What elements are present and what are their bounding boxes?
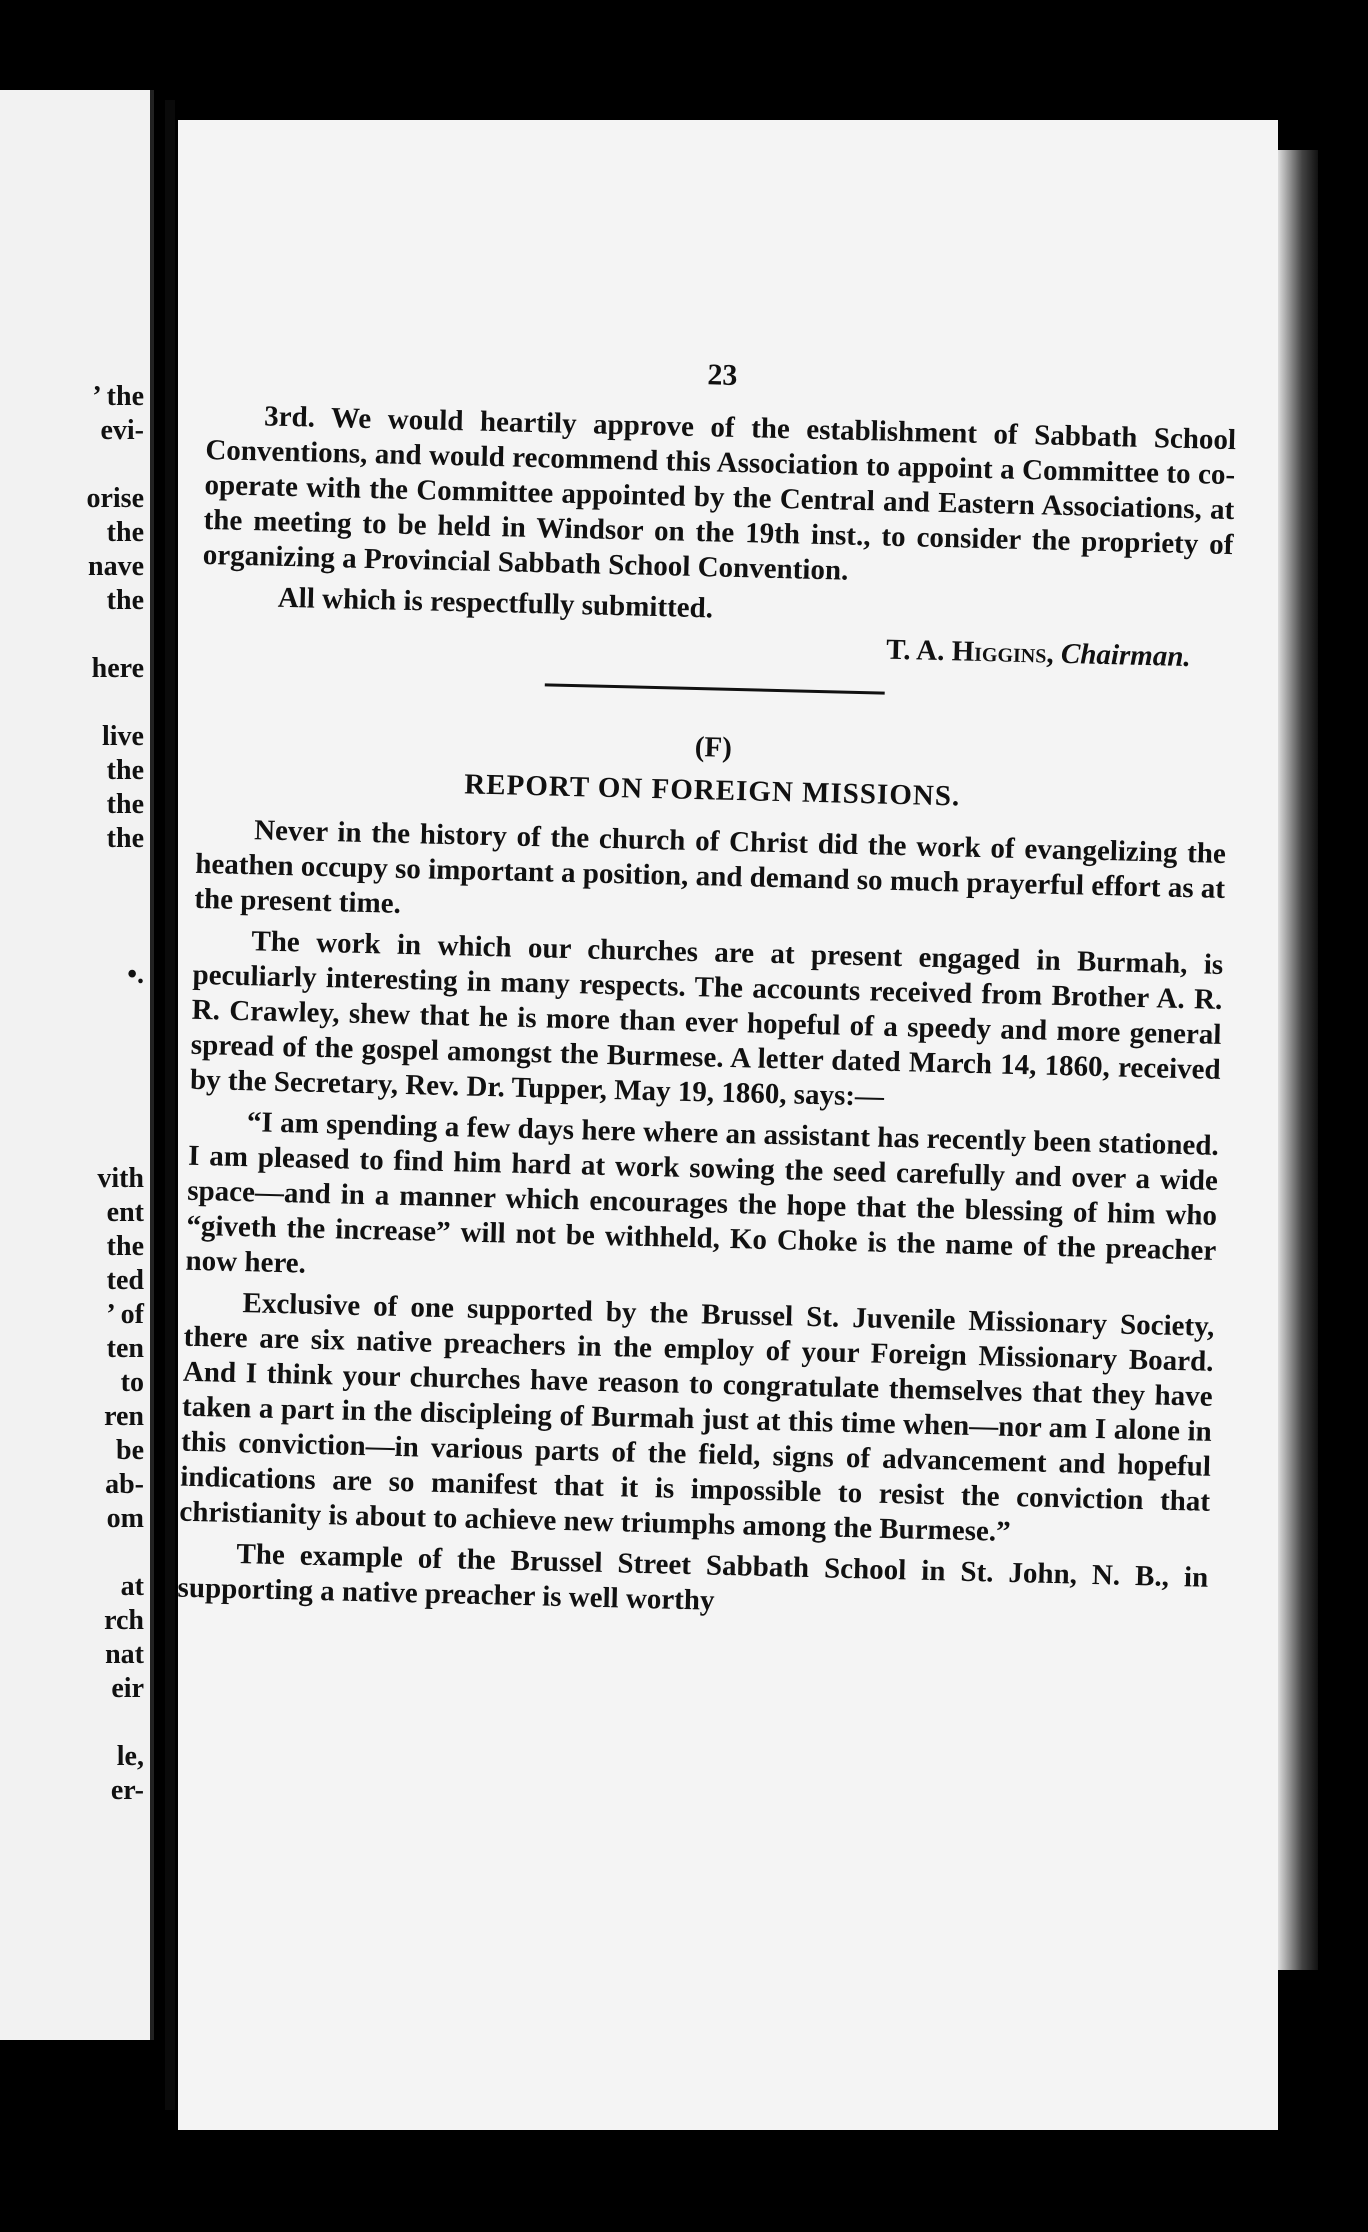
facing-page-fragment — [4, 448, 144, 482]
facing-page-fragment: er- — [110, 1775, 144, 1806]
facing-page-fragment — [4, 1094, 144, 1128]
facing-page-fragment: the — [106, 1231, 144, 1262]
facing-page-fragment: rch — [104, 1605, 144, 1636]
facing-page-fragment: live — [102, 721, 144, 752]
facing-page-fragment: eir — [111, 1673, 144, 1704]
section-label: (F) — [694, 731, 733, 764]
facing-page-fragment: le, — [116, 1741, 144, 1772]
paragraph-burmah: The work in which our churches are at present engaged in Burmah, is peculiarly interesting in many respects. The accounts received from Brother A. R. R. Crawley, shew that he is more than ever hopeful of a speedy and more general spread of the gospel amongst the Burmese. A letter dated March 14, 1860, received by the Secretary, Rev. Dr. Tupper, May 19, 1860, says:— — [189, 925, 1224, 1113]
page-edge-shadow — [1278, 150, 1318, 1970]
facing-page-fragment — [4, 992, 144, 1026]
facing-page-fragment: ab- — [105, 1469, 144, 1500]
facing-page-fragment — [4, 1026, 144, 1060]
facing-page-fragment — [4, 856, 144, 890]
facing-page-fragment: to — [120, 1367, 144, 1398]
facing-page-fragment: be — [116, 1435, 144, 1466]
facing-page-fragment: the — [106, 517, 144, 548]
facing-page-fragment: om — [106, 1503, 144, 1534]
book-gutter — [165, 100, 175, 2110]
facing-page-fragment: ted — [106, 1265, 144, 1296]
signature-name: T. A. Higgins, — [885, 633, 1055, 670]
facing-page-text-fragments — [4, 380, 144, 1808]
paragraph-conventions: 3rd. We would heartily approve of the establishment of Sabbath School Conventions, and would recommend this Association to appoint a Committee to co-operate with the Committee appointed by the Central and Eastern Associations, at the meeting to be held in Windsor on the 19th inst., to consider the propriety of organizing a Provincial Sabbath School Convention. — [202, 400, 1237, 587]
facing-page-fragment — [4, 1536, 144, 1570]
section-title: REPORT ON FOREIGN MISSIONS. — [463, 768, 961, 813]
facing-page-fragment: the — [106, 585, 144, 616]
facing-page-fragment — [4, 890, 144, 924]
page-content — [177, 345, 1238, 1637]
paragraph-intro: Never in the history of the church of Christ did the work of evangelizing the heathen occupy so important a position, and demand so much prayerful effort as at the present time. — [194, 814, 1227, 920]
facing-page-fragment: ent — [106, 1197, 144, 1228]
paragraph-letter-quote: “I am spending a few days here where an assistant has recently been stationed. I am pleased to find him hard at work sowing the seed carefully and over a wide space—and in a manner which encourages the hope that the blessing of him who “giveth the increase” will not be withheld, Ko Choke is the name of the preacher now here. — [185, 1106, 1220, 1280]
facing-page-fragment — [4, 1706, 144, 1740]
facing-page-fragment — [4, 1128, 144, 1162]
facing-page-fragment: ’ the — [92, 381, 144, 412]
facing-page-fragment — [4, 618, 144, 652]
facing-page-fragment: ren — [104, 1401, 144, 1432]
facing-page-fragment: the — [106, 789, 144, 820]
paragraph-example: The example of the Brussel Street Sabbath School in St. John, N. B., in supporting a native preacher is well worthy — [177, 1538, 1209, 1617]
facing-page-fragment — [4, 924, 144, 958]
signature-title: Chairman. — [1060, 637, 1192, 674]
facing-page-fragment — [4, 1060, 144, 1094]
facing-page-fragment: orise — [86, 483, 144, 514]
facing-page-fragment — [4, 686, 144, 720]
facing-page-fragment: ten — [106, 1333, 144, 1364]
book-page — [178, 120, 1278, 2130]
closing-line: All which is respectfully submitted. — [277, 581, 714, 625]
facing-page-fragment: here — [91, 653, 144, 684]
facing-page-fragment: at — [120, 1571, 144, 1602]
facing-page-fragment: vith — [97, 1163, 144, 1194]
facing-page-fragment: nave — [88, 551, 144, 582]
facing-page-fragment: •. — [127, 959, 144, 990]
facing-page-fragment: ’ of — [106, 1299, 144, 1330]
facing-page-fragment: evi- — [100, 415, 144, 446]
facing-page-edge — [0, 90, 154, 2040]
facing-page-fragment: nat — [105, 1639, 144, 1670]
facing-page-fragment: the — [106, 823, 144, 854]
paragraph-native-preachers: Exclusive of one supported by the Brussel St. Juvenile Missionary Society, there are six native preachers in the employ of your Foreign Missionary Board. And I think your churches have reason to congratulate themselves that they have taken a part in the discipleing of Burmah just at this time when—nor am I alone in this conviction—in various parts of the field, signs of advancement and hopeful indications are so manifest that it is impossible to resist the conviction that christianity is about to achieve new triumphs among the Burmese.” — [179, 1287, 1215, 1548]
page-number: 23 — [707, 358, 738, 392]
facing-page-fragment: the — [106, 755, 144, 786]
section-divider — [545, 683, 885, 694]
